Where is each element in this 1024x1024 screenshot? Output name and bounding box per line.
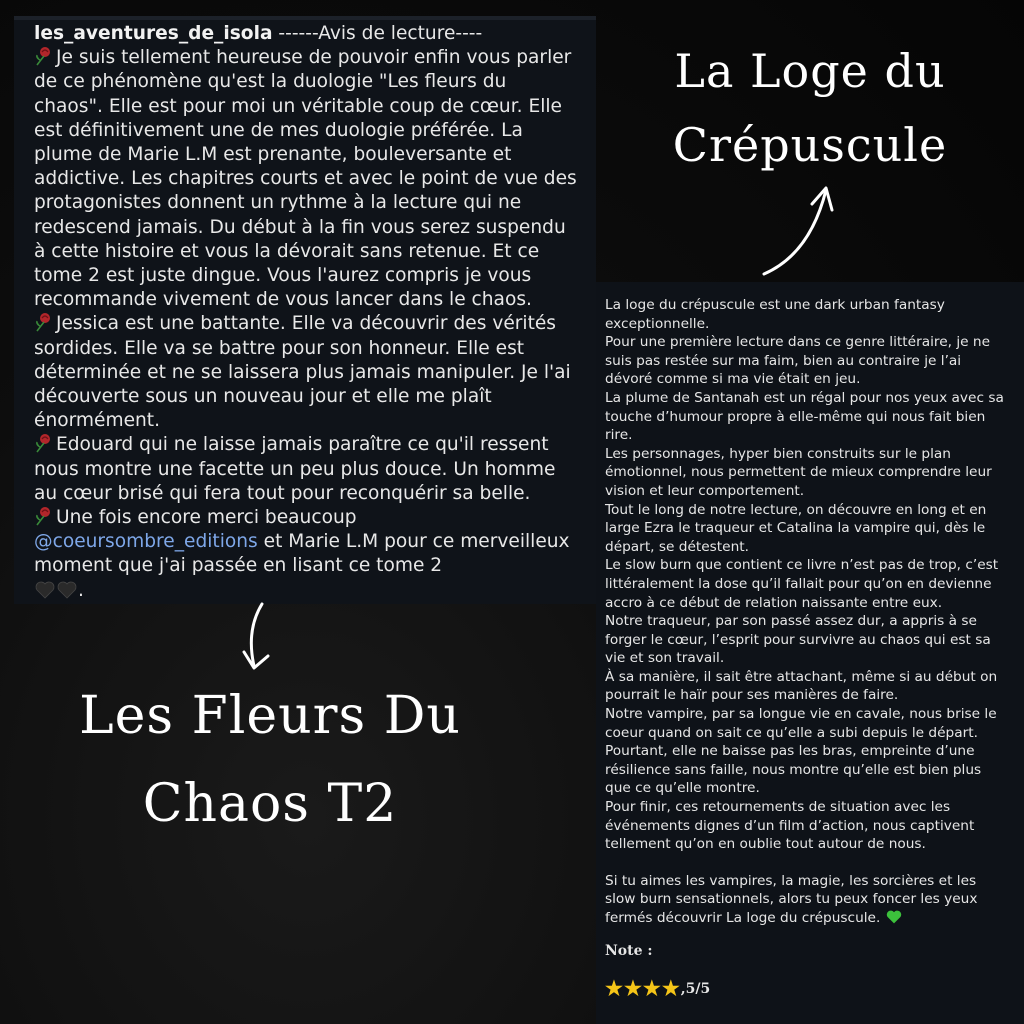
cropped-top-strip	[14, 16, 596, 20]
review-line: Tout le long de notre lecture, on découvre en long et en large Ezra le traqueur et Catalina la vampire qui, dès le départ, se détestent.	[605, 501, 987, 555]
star-row	[605, 978, 681, 1001]
black-heart-icon	[34, 580, 56, 600]
rose-icon	[34, 46, 54, 66]
review-line: Notre traqueur, par son passé assez dur, a appris à se forger le cœur, l’esprit pour survivre au chaos qui est sa vie et son travail.	[605, 613, 991, 667]
rose-icon	[34, 433, 54, 453]
black-heart-icon	[56, 580, 78, 600]
rose-icon	[34, 312, 54, 332]
right-review-panel	[596, 282, 1024, 1024]
review-paragraph-2: Jessica est une battante. Elle va découvrir des vérités sordides. Elle va se battre pour son honneur. Elle est déterminée et ne se laissera plus jamais manipuler. Je l'ai découverte sous un nouveau jour et elle me plaît énormément.	[34, 313, 571, 432]
review-paragraph-4: Une fois encore merci beaucoup @coeursombre_editions et Marie L.M pour ce merveilleux moment que j'ai passée en lisant ce tome 2 .	[34, 507, 570, 601]
publisher-mention-link[interactable]: @coeursombre_editions	[34, 531, 258, 553]
rating-text: ,5/5	[680, 981, 711, 998]
review-line: Pourtant, elle ne baisse pas les bras, empreinte d’une résilience sans faille, nous montre qu’elle est bien plus que ce qu’elle montre.	[605, 743, 982, 797]
review-line: Pour une première lecture dans ce genre littéraire, je ne suis pas restée sur ma faim, bien au contraire je l’ai dévoré comme si ma vie était en jeu.	[605, 334, 991, 388]
review-header: ------Avis de lecture----	[272, 23, 483, 44]
rose-icon	[34, 506, 54, 526]
closing-recommendation: Si tu aimes les vampires, la magie, les sorcières et les slow burn sensationnels, alors tu peux foncer les yeux fermés découvrir La loge du crépuscule.	[605, 872, 978, 926]
star-icon: ★	[661, 976, 680, 1001]
review-paragraph-1: Je suis tellement heureuse de pouvoir enfin vous parler de ce phénomène qu'est la duologie "Les fleurs du chaos". Elle est pour moi un véritable coup de cœur. Elle est définitivement une de mes duologie préférée. La plume de Marie L.M est prenante, bouleversante et addictive. Les chapitres courts et avec le point de vue des protagonistes donnent un rythme à la lecture qui ne redescend jamais. Du début à la fin vous serez suspendu à cette histoire et vous la dévorait sans retenue. Et ce tome 2 est juste dingue. Vous l'aurez compris je vous recommande vivement de vous lancer dans le chaos.	[34, 47, 577, 311]
review-line: La plume de Santanah est un régal pour nos yeux avec sa touche d’humour propre à elle-même qui nous fait bien rire.	[605, 389, 1004, 444]
review-line: À sa manière, il sait être attachant, même si au début on pourrait le haïr pour ses manières de faire.	[605, 668, 998, 704]
green-heart-icon	[885, 909, 903, 925]
rating-label: Note :	[605, 942, 653, 959]
left-review-panel	[14, 16, 596, 604]
review-line: Notre vampire, par sa longue vie en cavale, nous brise le coeur quand on sait ce qu’elle a subi depuis le départ.	[605, 706, 997, 741]
book-title-fleurs: Les Fleurs Du Chaos T2	[79, 686, 461, 834]
review-line: Les personnages, hyper bien construits sur le plan émotionnel, nous permettent de mieux comprendre leur vision et leur comportement.	[605, 445, 992, 499]
star-rating	[605, 978, 1010, 1001]
curved-arrow-icon	[752, 176, 842, 280]
review-line: Pour finir, ces retournements de situation avec les événements dignes d’un film d’action, nous captivent tellement qu’on en oublie tout autour de nous.	[605, 799, 975, 853]
book-title-loge: La Loge du Crépuscule	[672, 44, 948, 172]
star-icon: ★	[623, 976, 642, 1001]
curved-arrow-icon	[238, 600, 278, 674]
star-icon: ★	[605, 976, 623, 1001]
review-line: La loge du crépuscule est une dark urban fantasy exceptionnelle.	[605, 297, 945, 332]
username[interactable]: les_aventures_de_isola	[34, 23, 273, 44]
review-paragraph-3: Edouard qui ne laisse jamais paraître ce qu'il ressent nous montre une facette un peu plus douce. Un homme au cœur brisé qui fera tout pour reconquérir sa belle.	[34, 434, 556, 504]
review-line: Le slow burn que contient ce livre n’est pas de trop, c’est littéralement la dose qu’il fallait pour qu’on en devienne accro à ce début de relation naissante entre eux.	[605, 557, 999, 611]
star-icon: ★	[642, 976, 661, 1001]
